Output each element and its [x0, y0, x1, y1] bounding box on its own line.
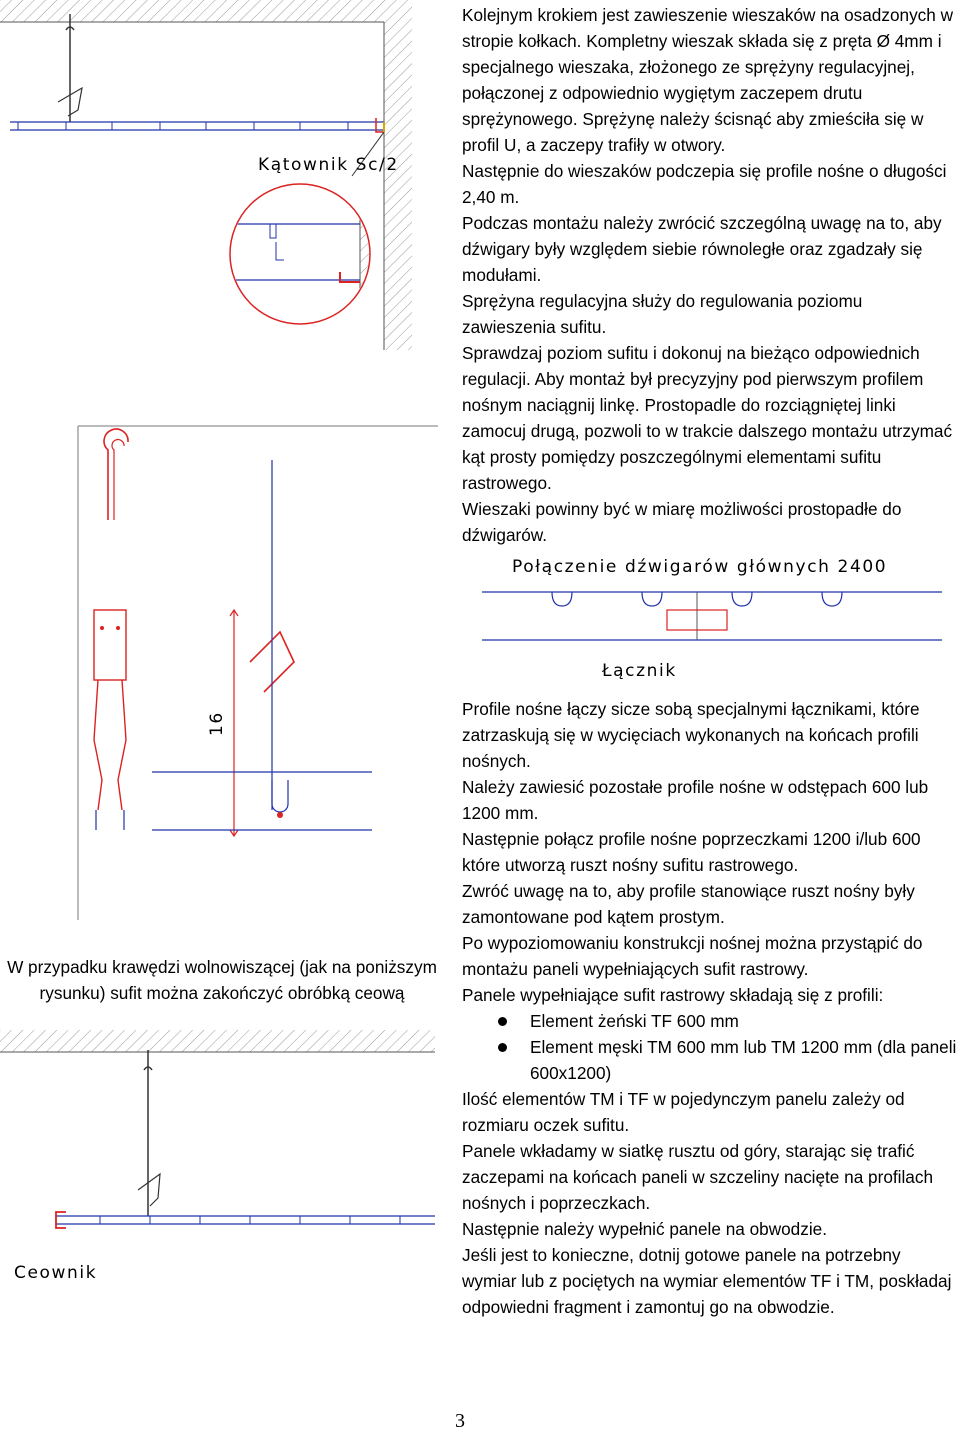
lower-paragraph: Panele wkładamy w siatkę rusztu od góry, starając się trafić zaczepami na końcach paneli w szczeliny nacięte na profilach nośnych i poprzeczkach.: [462, 1141, 934, 1213]
ceownik-label: Ceownik: [14, 1263, 98, 1283]
intro-text: [462, 2, 958, 548]
lower-paragraph: Jeśli jest to konieczne, dotnij gotowe panele na potrzebny wymiar lub z pociętych na wymiar elementów TF i TM, poskładaj odpowiedni fragment i zamontuj go na obwodzie.: [462, 1245, 952, 1317]
lower-paragraph: Panele wypełniające sufit rastrowy składają się z profili:: [462, 985, 884, 1005]
lower-paragraph: Profile nośne łączy sicze sobą specjalnymi łącznikami, które zatrzaskują się w wycięciach wykonanych na końcach profili nośnych.: [462, 699, 920, 771]
intro-paragraph: Następnie do wieszaków podczepia się profile nośne o długości 2,40 m.: [462, 161, 947, 207]
intro-paragraph: Sprawdzaj poziom sufitu i dokonuj na bieżąco odpowiednich regulacji. Aby montaż był precyzyjny pod pierwszym profilem nośnym naciągnij linkę. Prostopadle do rozciągniętej linki zamocuj drugą, pozwoli to w trakcie dalszego montażu utrzymać kąt prosty pomiędzy poszczególnymi elementami sufitu rastrowego.: [462, 343, 953, 493]
lower-paragraph: Należy zawiesić pozostałe profile nośne w odstępach 600 lub 1200 mm.: [462, 777, 929, 823]
katownik-drawing: [0, 0, 450, 350]
hanger-detail-drawing: [72, 420, 452, 920]
intro-paragraph: Kolejnym krokiem jest zawieszenie wieszaków na osadzonych w stropie kołkach. Kompletny wieszak składa się z pręta Ø 4mm i specjalnego wieszaka, złożonego ze sprężyny regulacyjnej, połączonej z odpowiednio wygiętym zaczepem drutu sprężynowego. Sprężynę należy ścisnąć aby zmieściła się w profil U, a zaczepy trafiły w otwory.: [462, 5, 954, 155]
connector-label: Łącznik: [602, 661, 677, 681]
list-item: Element męski TM 600 mm lub TM 1200 mm (dla paneli 600x1200): [462, 1034, 958, 1086]
list-item: Element żeński TF 600 mm: [462, 1008, 958, 1034]
lower-paragraph: Zwróć uwagę na to, aby profile stanowiące ruszt nośny były zamontowane pod kątem prostym.: [462, 881, 915, 927]
lower-text: [462, 696, 958, 1320]
connection-drawing: [462, 550, 960, 690]
ceownik-drawing: [0, 1030, 445, 1290]
lower-paragraph: Po wypoziomowaniu konstrukcji nośnej można przystąpić do montażu paneli wypełniających sufit rastrowy.: [462, 933, 923, 979]
intro-paragraph: Wieszaki powinny być w miarę możliwości prostopadłe do dźwigarów.: [462, 499, 902, 545]
page-number: 3: [455, 1410, 465, 1432]
lower-paragraph: Następnie połącz profile nośne poprzeczkami 1200 i/lub 600 które utworzą ruszt nośny sufitu rastrowego.: [462, 829, 921, 875]
katownik-label: Kątownik Sc/2: [258, 155, 399, 175]
profile-list: [462, 1008, 958, 1086]
lower-paragraph: Następnie należy wypełnić panele na obwodzie.: [462, 1219, 827, 1239]
intro-paragraph: Podczas montażu należy zwrócić szczególną uwagę na to, aby dźwigary były względem siebie równoległe oraz zgadzały się modułami.: [462, 213, 942, 285]
free-edge-note: W przypadku krawędzi wolnowiszącej (jak na poniższym rysunku) sufit można zakończyć obróbką ceową: [7, 957, 437, 1003]
connection-title: Połączenie dźwigarów głównych 2400: [512, 557, 888, 577]
lower-paragraph: Ilość elementów TM i TF w pojedynczym panelu zależy od rozmiaru oczek sufitu.: [462, 1089, 905, 1135]
intro-paragraph: Sprężyna regulacyjna służy do regulowania poziomu zawieszenia sufitu.: [462, 291, 863, 337]
dimension-label: 16: [207, 711, 227, 736]
